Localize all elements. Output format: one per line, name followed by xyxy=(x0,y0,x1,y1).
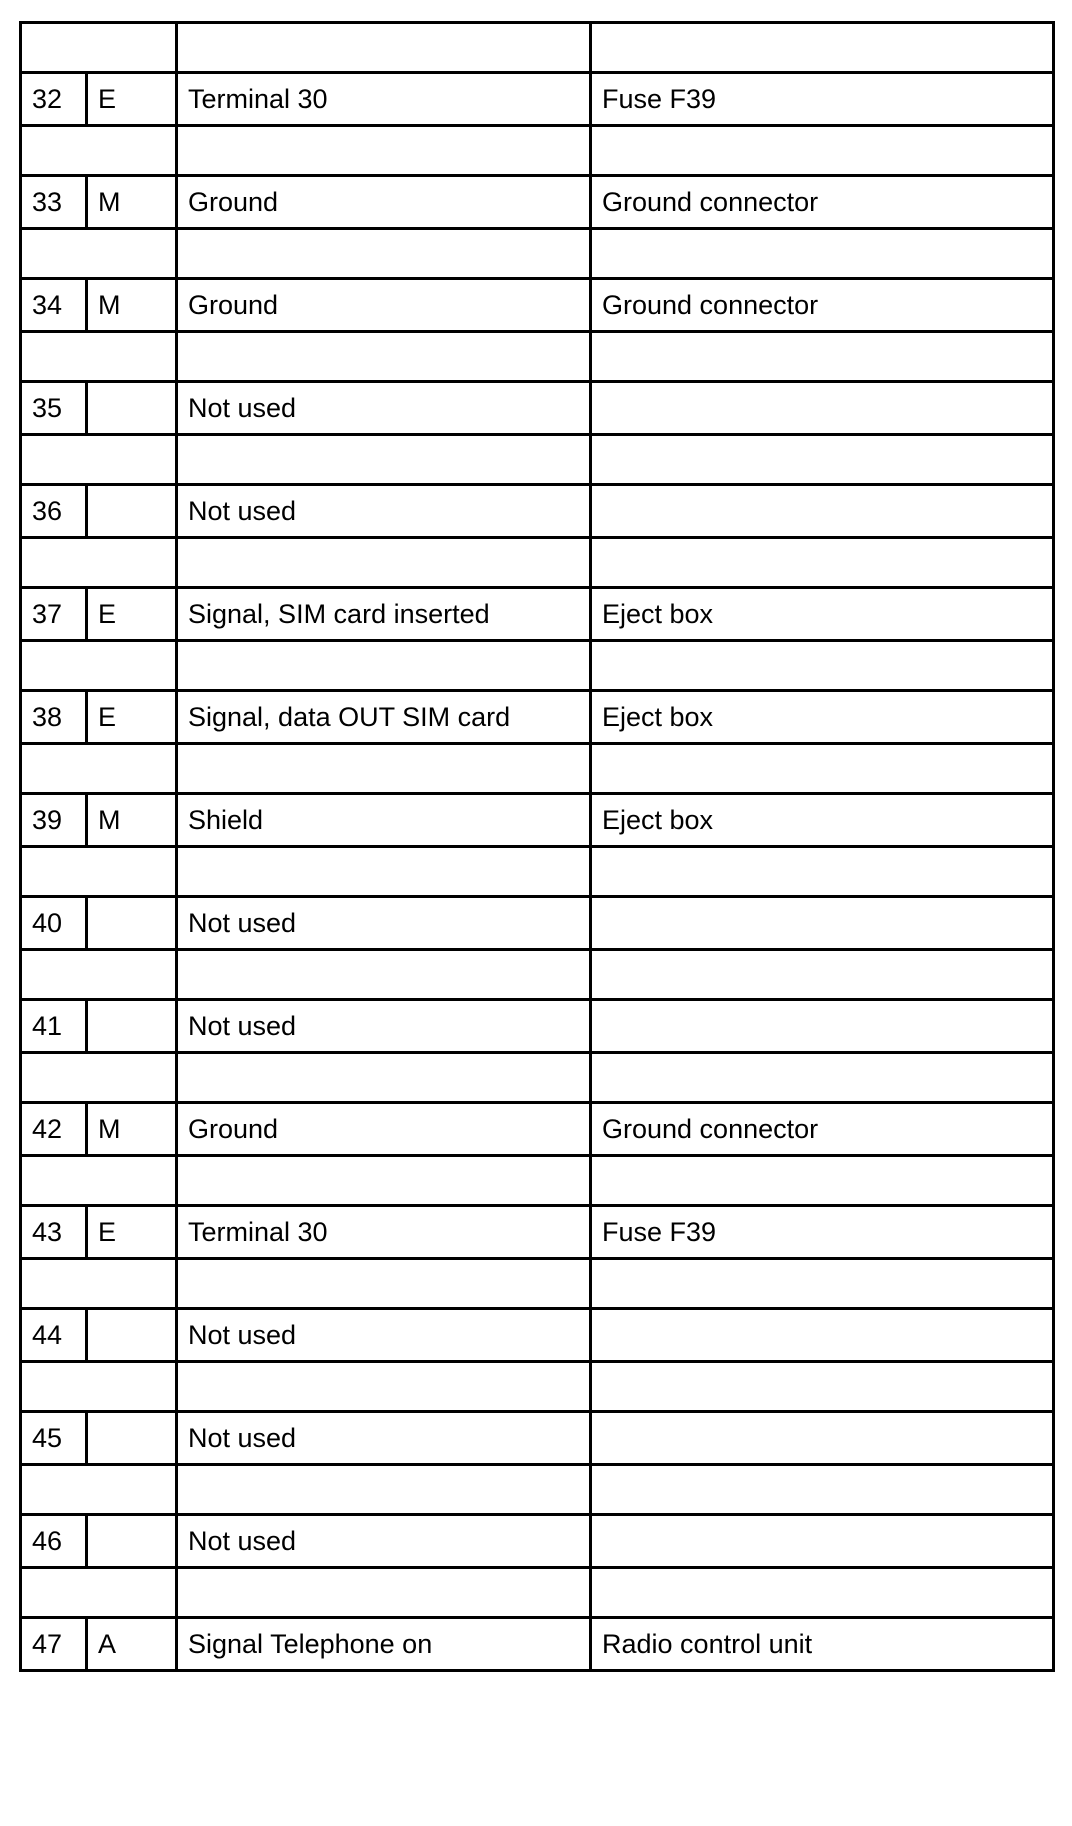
pin-type-cell: M xyxy=(87,794,177,847)
spacer-cell xyxy=(21,1259,177,1309)
spacer-cell xyxy=(591,744,1054,794)
pin-function-cell: Ground xyxy=(177,279,591,332)
pin-function-cell: Not used xyxy=(177,1000,591,1053)
pin-type-cell xyxy=(87,897,177,950)
spacer-row xyxy=(21,641,1054,691)
spacer-cell xyxy=(21,1568,177,1618)
spacer-row xyxy=(21,126,1054,176)
spacer-cell xyxy=(21,950,177,1000)
pin-function-cell: Not used xyxy=(177,485,591,538)
pin-table-body xyxy=(21,23,1054,1671)
pin-row xyxy=(21,1515,1054,1568)
pin-connection-cell xyxy=(591,1515,1054,1568)
pin-connection-cell xyxy=(591,1309,1054,1362)
pin-type-cell: E xyxy=(87,73,177,126)
pin-row xyxy=(21,897,1054,950)
spacer-row xyxy=(21,23,1054,73)
pin-number-cell: 46 xyxy=(21,1515,87,1568)
spacer-cell xyxy=(591,1362,1054,1412)
pin-connection-cell: Ground connector xyxy=(591,279,1054,332)
pin-number-cell: 36 xyxy=(21,485,87,538)
spacer-cell xyxy=(177,1465,591,1515)
pin-function-cell: Signal Telephone on xyxy=(177,1618,591,1671)
pin-function-cell: Terminal 30 xyxy=(177,73,591,126)
spacer-cell xyxy=(591,435,1054,485)
pin-number-cell: 35 xyxy=(21,382,87,435)
spacer-cell xyxy=(591,538,1054,588)
pin-number-cell: 40 xyxy=(21,897,87,950)
spacer-cell xyxy=(177,229,591,279)
pin-row xyxy=(21,588,1054,641)
pin-function-cell: Shield xyxy=(177,794,591,847)
spacer-row xyxy=(21,1156,1054,1206)
pin-row xyxy=(21,691,1054,744)
pin-function-cell: Not used xyxy=(177,1309,591,1362)
pin-function-cell: Ground xyxy=(177,1103,591,1156)
pin-row xyxy=(21,1309,1054,1362)
pin-connection-cell: Ground connector xyxy=(591,176,1054,229)
pin-row xyxy=(21,382,1054,435)
spacer-cell xyxy=(591,641,1054,691)
pin-connection-cell xyxy=(591,1412,1054,1465)
spacer-cell xyxy=(21,1362,177,1412)
spacer-cell xyxy=(177,1362,591,1412)
spacer-cell xyxy=(21,332,177,382)
spacer-cell xyxy=(21,1156,177,1206)
pin-row xyxy=(21,1206,1054,1259)
spacer-cell xyxy=(21,23,177,73)
spacer-cell xyxy=(591,847,1054,897)
pin-type-cell: E xyxy=(87,1206,177,1259)
pin-number-cell: 45 xyxy=(21,1412,87,1465)
pin-connection-cell: Radio control unit xyxy=(591,1618,1054,1671)
spacer-row xyxy=(21,1568,1054,1618)
spacer-row xyxy=(21,538,1054,588)
spacer-cell xyxy=(177,126,591,176)
pin-row xyxy=(21,279,1054,332)
spacer-cell xyxy=(21,435,177,485)
spacer-row xyxy=(21,229,1054,279)
pin-type-cell: A xyxy=(87,1618,177,1671)
spacer-row xyxy=(21,1362,1054,1412)
pin-type-cell xyxy=(87,1515,177,1568)
spacer-row xyxy=(21,435,1054,485)
pin-row xyxy=(21,176,1054,229)
spacer-cell xyxy=(591,229,1054,279)
spacer-cell xyxy=(591,1053,1054,1103)
pin-function-cell: Not used xyxy=(177,382,591,435)
spacer-cell xyxy=(591,1259,1054,1309)
spacer-cell xyxy=(177,641,591,691)
spacer-cell xyxy=(177,435,591,485)
pin-connection-cell: Eject box xyxy=(591,794,1054,847)
spacer-cell xyxy=(591,1156,1054,1206)
spacer-cell xyxy=(177,23,591,73)
spacer-cell xyxy=(591,1465,1054,1515)
pin-function-cell: Not used xyxy=(177,1412,591,1465)
pin-type-cell xyxy=(87,485,177,538)
pin-number-cell: 44 xyxy=(21,1309,87,1362)
spacer-cell xyxy=(591,1568,1054,1618)
pin-function-cell: Ground xyxy=(177,176,591,229)
spacer-cell xyxy=(591,126,1054,176)
spacer-row xyxy=(21,1465,1054,1515)
pin-number-cell: 39 xyxy=(21,794,87,847)
pin-number-cell: 37 xyxy=(21,588,87,641)
pin-function-cell: Signal, SIM card inserted xyxy=(177,588,591,641)
pin-connection-cell xyxy=(591,1000,1054,1053)
pin-type-cell xyxy=(87,1412,177,1465)
spacer-cell xyxy=(21,538,177,588)
spacer-row xyxy=(21,744,1054,794)
spacer-cell xyxy=(177,538,591,588)
spacer-cell xyxy=(177,1568,591,1618)
spacer-cell xyxy=(177,950,591,1000)
spacer-cell xyxy=(21,1053,177,1103)
pin-function-cell: Not used xyxy=(177,1515,591,1568)
pin-number-cell: 41 xyxy=(21,1000,87,1053)
spacer-row xyxy=(21,332,1054,382)
spacer-row xyxy=(21,847,1054,897)
spacer-cell xyxy=(21,126,177,176)
spacer-cell xyxy=(177,332,591,382)
pin-type-cell: E xyxy=(87,588,177,641)
pin-number-cell: 32 xyxy=(21,73,87,126)
pin-connection-cell xyxy=(591,485,1054,538)
pin-type-cell xyxy=(87,1309,177,1362)
pin-number-cell: 42 xyxy=(21,1103,87,1156)
pin-row xyxy=(21,1618,1054,1671)
pin-type-cell: M xyxy=(87,176,177,229)
pin-type-cell: E xyxy=(87,691,177,744)
pin-function-cell: Terminal 30 xyxy=(177,1206,591,1259)
spacer-cell xyxy=(21,1465,177,1515)
spacer-cell xyxy=(21,641,177,691)
pin-function-cell: Signal, data OUT SIM card xyxy=(177,691,591,744)
spacer-cell xyxy=(21,229,177,279)
spacer-row xyxy=(21,1259,1054,1309)
pin-type-cell: M xyxy=(87,1103,177,1156)
pin-number-cell: 33 xyxy=(21,176,87,229)
spacer-cell xyxy=(177,1259,591,1309)
pin-row xyxy=(21,1000,1054,1053)
spacer-cell xyxy=(591,950,1054,1000)
spacer-cell xyxy=(591,23,1054,73)
pin-function-cell: Not used xyxy=(177,897,591,950)
pin-connection-cell: Ground connector xyxy=(591,1103,1054,1156)
pin-row xyxy=(21,1412,1054,1465)
spacer-cell xyxy=(177,847,591,897)
pin-row xyxy=(21,73,1054,126)
pin-assignment-table xyxy=(19,21,1055,1672)
pin-number-cell: 47 xyxy=(21,1618,87,1671)
spacer-cell xyxy=(177,1053,591,1103)
pin-connection-cell xyxy=(591,382,1054,435)
pin-type-cell xyxy=(87,1000,177,1053)
spacer-cell xyxy=(177,744,591,794)
pin-row xyxy=(21,485,1054,538)
spacer-cell xyxy=(177,1156,591,1206)
pin-row xyxy=(21,794,1054,847)
pin-type-cell: M xyxy=(87,279,177,332)
pin-connection-cell: Eject box xyxy=(591,588,1054,641)
spacer-cell xyxy=(591,332,1054,382)
spacer-row xyxy=(21,950,1054,1000)
pin-connection-cell: Fuse F39 xyxy=(591,1206,1054,1259)
pin-connection-cell: Eject box xyxy=(591,691,1054,744)
spacer-row xyxy=(21,1053,1054,1103)
pin-connection-cell: Fuse F39 xyxy=(591,73,1054,126)
pin-number-cell: 38 xyxy=(21,691,87,744)
pin-connection-cell xyxy=(591,897,1054,950)
spacer-cell xyxy=(21,744,177,794)
pin-type-cell xyxy=(87,382,177,435)
pin-number-cell: 34 xyxy=(21,279,87,332)
pin-number-cell: 43 xyxy=(21,1206,87,1259)
spacer-cell xyxy=(21,847,177,897)
pin-row xyxy=(21,1103,1054,1156)
